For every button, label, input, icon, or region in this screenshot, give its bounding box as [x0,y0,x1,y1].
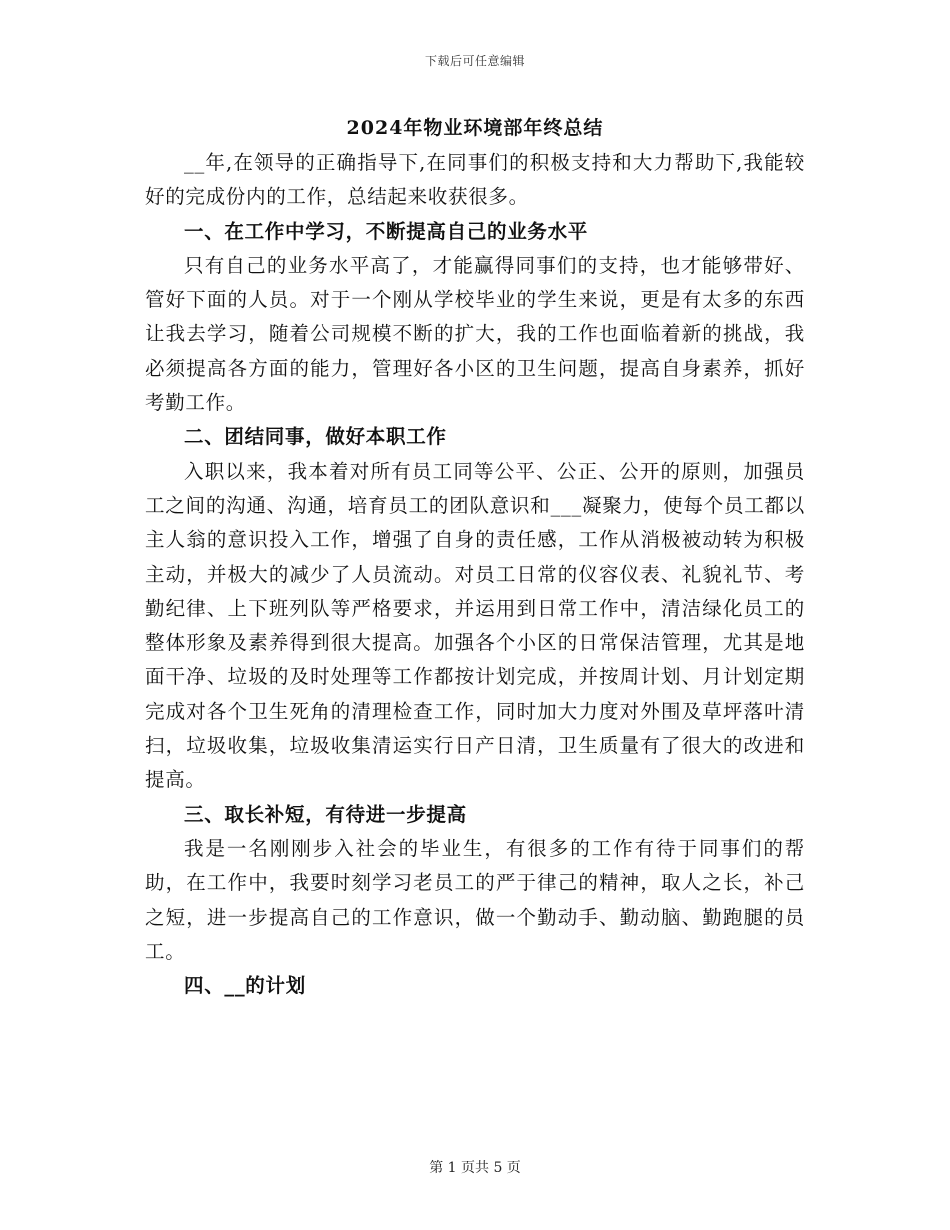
page-header: 下载后可任意编辑 [424,54,525,68]
intro-paragraph: __年,在领导的正确指导下,在同事们的积极支持和大力帮助下,我能较好的完成份内的工作，总结起来收获很多。 [145,151,805,209]
page-number: 第 1 页共 5 页 [429,1160,521,1176]
section-heading-4: 四、__的计划 [184,974,306,998]
section-heading-3: 三、取长补短，有待进一步提高 [184,802,467,826]
section-heading-1: 一、在工作中学习，不断提高自己的业务水平 [184,219,589,243]
section-paragraph-3: 我是一名刚刚步入社会的毕业生，有很多的工作有待于同事们的帮助，在工作中，我要时刻学习老员工的严于律己的精神，取人之长，补己之短，进一步提高自己的工作意识，做一个勤动手、勤动脑、勤跑腿的员工。 [145,836,805,963]
section-paragraph-1: 只有自己的业务水平高了，才能赢得同事们的支持，也才能够带好、管好下面的人员。对于一个刚从学校毕业的学生来说，更是有太多的东西让我去学习，随着公司规模不断的扩大，我的工作也面临着新的挑战，我必须提高各方面的能力，管理好各小区的卫生问题，提高自身素养，抓好考勤工作。 [145,253,805,415]
document-title: 2024年物业环境部年终总结 [346,117,604,139]
section-paragraph-2: 入职以来，我本着对所有员工同等公平、公正、公开的原则，加强员工之间的沟通、沟通，培育员工的团队意识和___凝聚力，使每个员工都以主人翁的意识投入工作，增强了自身的责任感，工作从消极被动转为积极主动，并极大的减少了人员流动。对员工日常的仪容仪表、礼貌礼节、考勤纪律、上下班列队等严格要求，并运用到日常工作中，清洁绿化员工的整体形象及素养得到很大提高。加强各个小区的日常保洁管理，尤其是地面干净、垃圾的及时处理等工作都按计划完成，并按周计划、月计划定期完成对各个卫生死角的清理检查工作，同时加大力度对外围及草坪落叶清扫，垃圾收集，垃圾收集清运实行日产日清，卫生质量有了很大的改进和提高。 [145,459,805,792]
section-heading-2: 二、团结同事，做好本职工作 [184,425,447,449]
document-body [145,146,805,1003]
